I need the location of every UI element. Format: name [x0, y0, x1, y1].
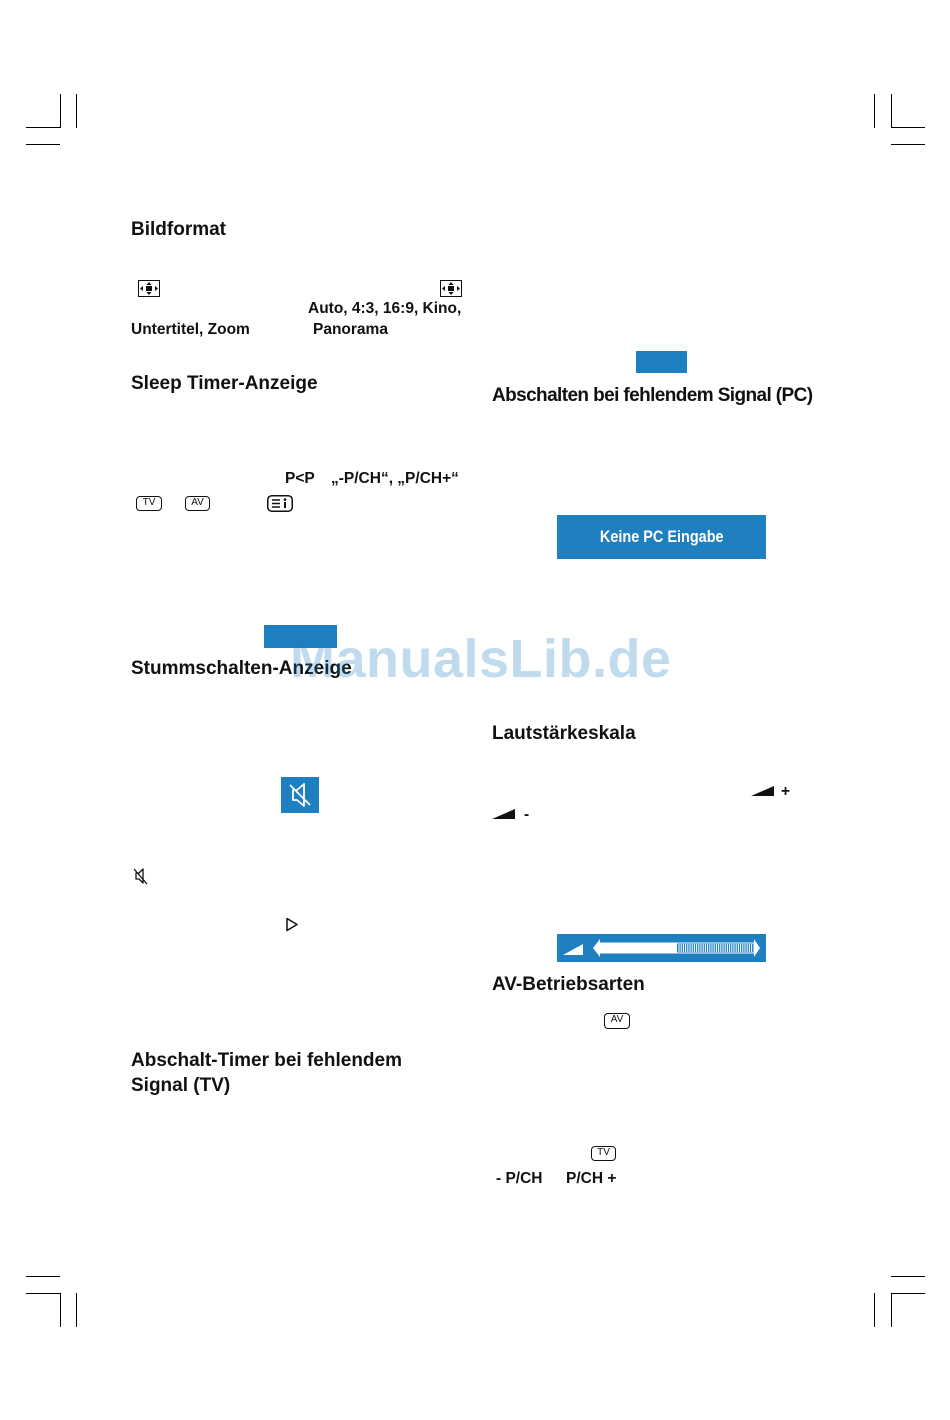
volume-down-icon: [492, 807, 516, 825]
volume-scale-bar: [557, 934, 766, 962]
crop-mark: [26, 144, 60, 145]
channel-plus-label: P/CH +: [566, 1170, 617, 1187]
crop-mark: [76, 94, 77, 128]
crop-mark: [76, 1293, 77, 1327]
info-key-icon: [267, 495, 293, 517]
sleep-keys-a: P<P: [285, 470, 315, 487]
tv-key-icon: TV: [591, 1146, 616, 1161]
crop-mark: [891, 1276, 925, 1277]
format-options-line2a: Untertitel, Zoom: [131, 321, 250, 338]
crop-mark: [60, 94, 61, 128]
crop-mark: [874, 1293, 875, 1327]
mute-icon: [133, 866, 149, 891]
play-arrow-icon: [285, 917, 299, 937]
tv-key-icon: TV: [136, 496, 162, 511]
crop-mark: [26, 1276, 60, 1277]
crop-mark: [891, 127, 925, 128]
no-pc-input-message: Keine PC Eingabe: [599, 527, 724, 546]
crop-mark: [26, 127, 60, 128]
lautstaerke-heading: Lautstärkeskala: [492, 723, 636, 744]
abschalten-pc-heading: Abschalten bei fehlendem Signal (PC): [492, 385, 813, 406]
channel-minus-label: - P/CH: [496, 1170, 543, 1187]
picture-format-icon: [138, 280, 160, 302]
mute-heading: Stummschalten-Anzeige: [131, 658, 352, 679]
crop-mark: [891, 144, 925, 145]
abschalt-tv-heading-line1: Abschalt-Timer bei fehlendem: [131, 1050, 402, 1071]
crop-mark: [891, 1293, 892, 1327]
av-key-icon: AV: [185, 496, 210, 511]
crop-mark: [891, 94, 892, 128]
abschalt-tv-heading-line2: Signal (TV): [131, 1075, 231, 1096]
volume-minus-label: -: [524, 806, 530, 823]
crop-mark: [891, 1293, 925, 1294]
av-key-icon: AV: [604, 1013, 630, 1029]
crop-mark: [874, 94, 875, 128]
no-pc-input-osd: [557, 515, 766, 559]
crop-mark: [26, 1293, 60, 1294]
pc-timer-osd: [636, 351, 687, 373]
volume-up-icon: [751, 784, 775, 802]
mute-osd-icon: [281, 777, 319, 813]
format-options-line2b: Panorama: [313, 321, 388, 338]
sleep-timer-heading: Sleep Timer-Anzeige: [131, 373, 318, 394]
format-options-line1: Auto, 4:3, 16:9, Kino,: [308, 300, 462, 317]
bildformat-heading: Bildformat: [131, 219, 226, 240]
av-modes-heading: AV-Betriebsarten: [492, 974, 645, 995]
volume-plus-label: +: [781, 783, 791, 800]
sleep-keys-b: „-P/CH“, „P/CH+“: [331, 470, 459, 487]
watermark: ManualsLib.de: [290, 629, 672, 689]
mute-osd: [281, 777, 319, 813]
volume-scale-osd: [557, 934, 766, 962]
crop-mark: [60, 1293, 61, 1327]
